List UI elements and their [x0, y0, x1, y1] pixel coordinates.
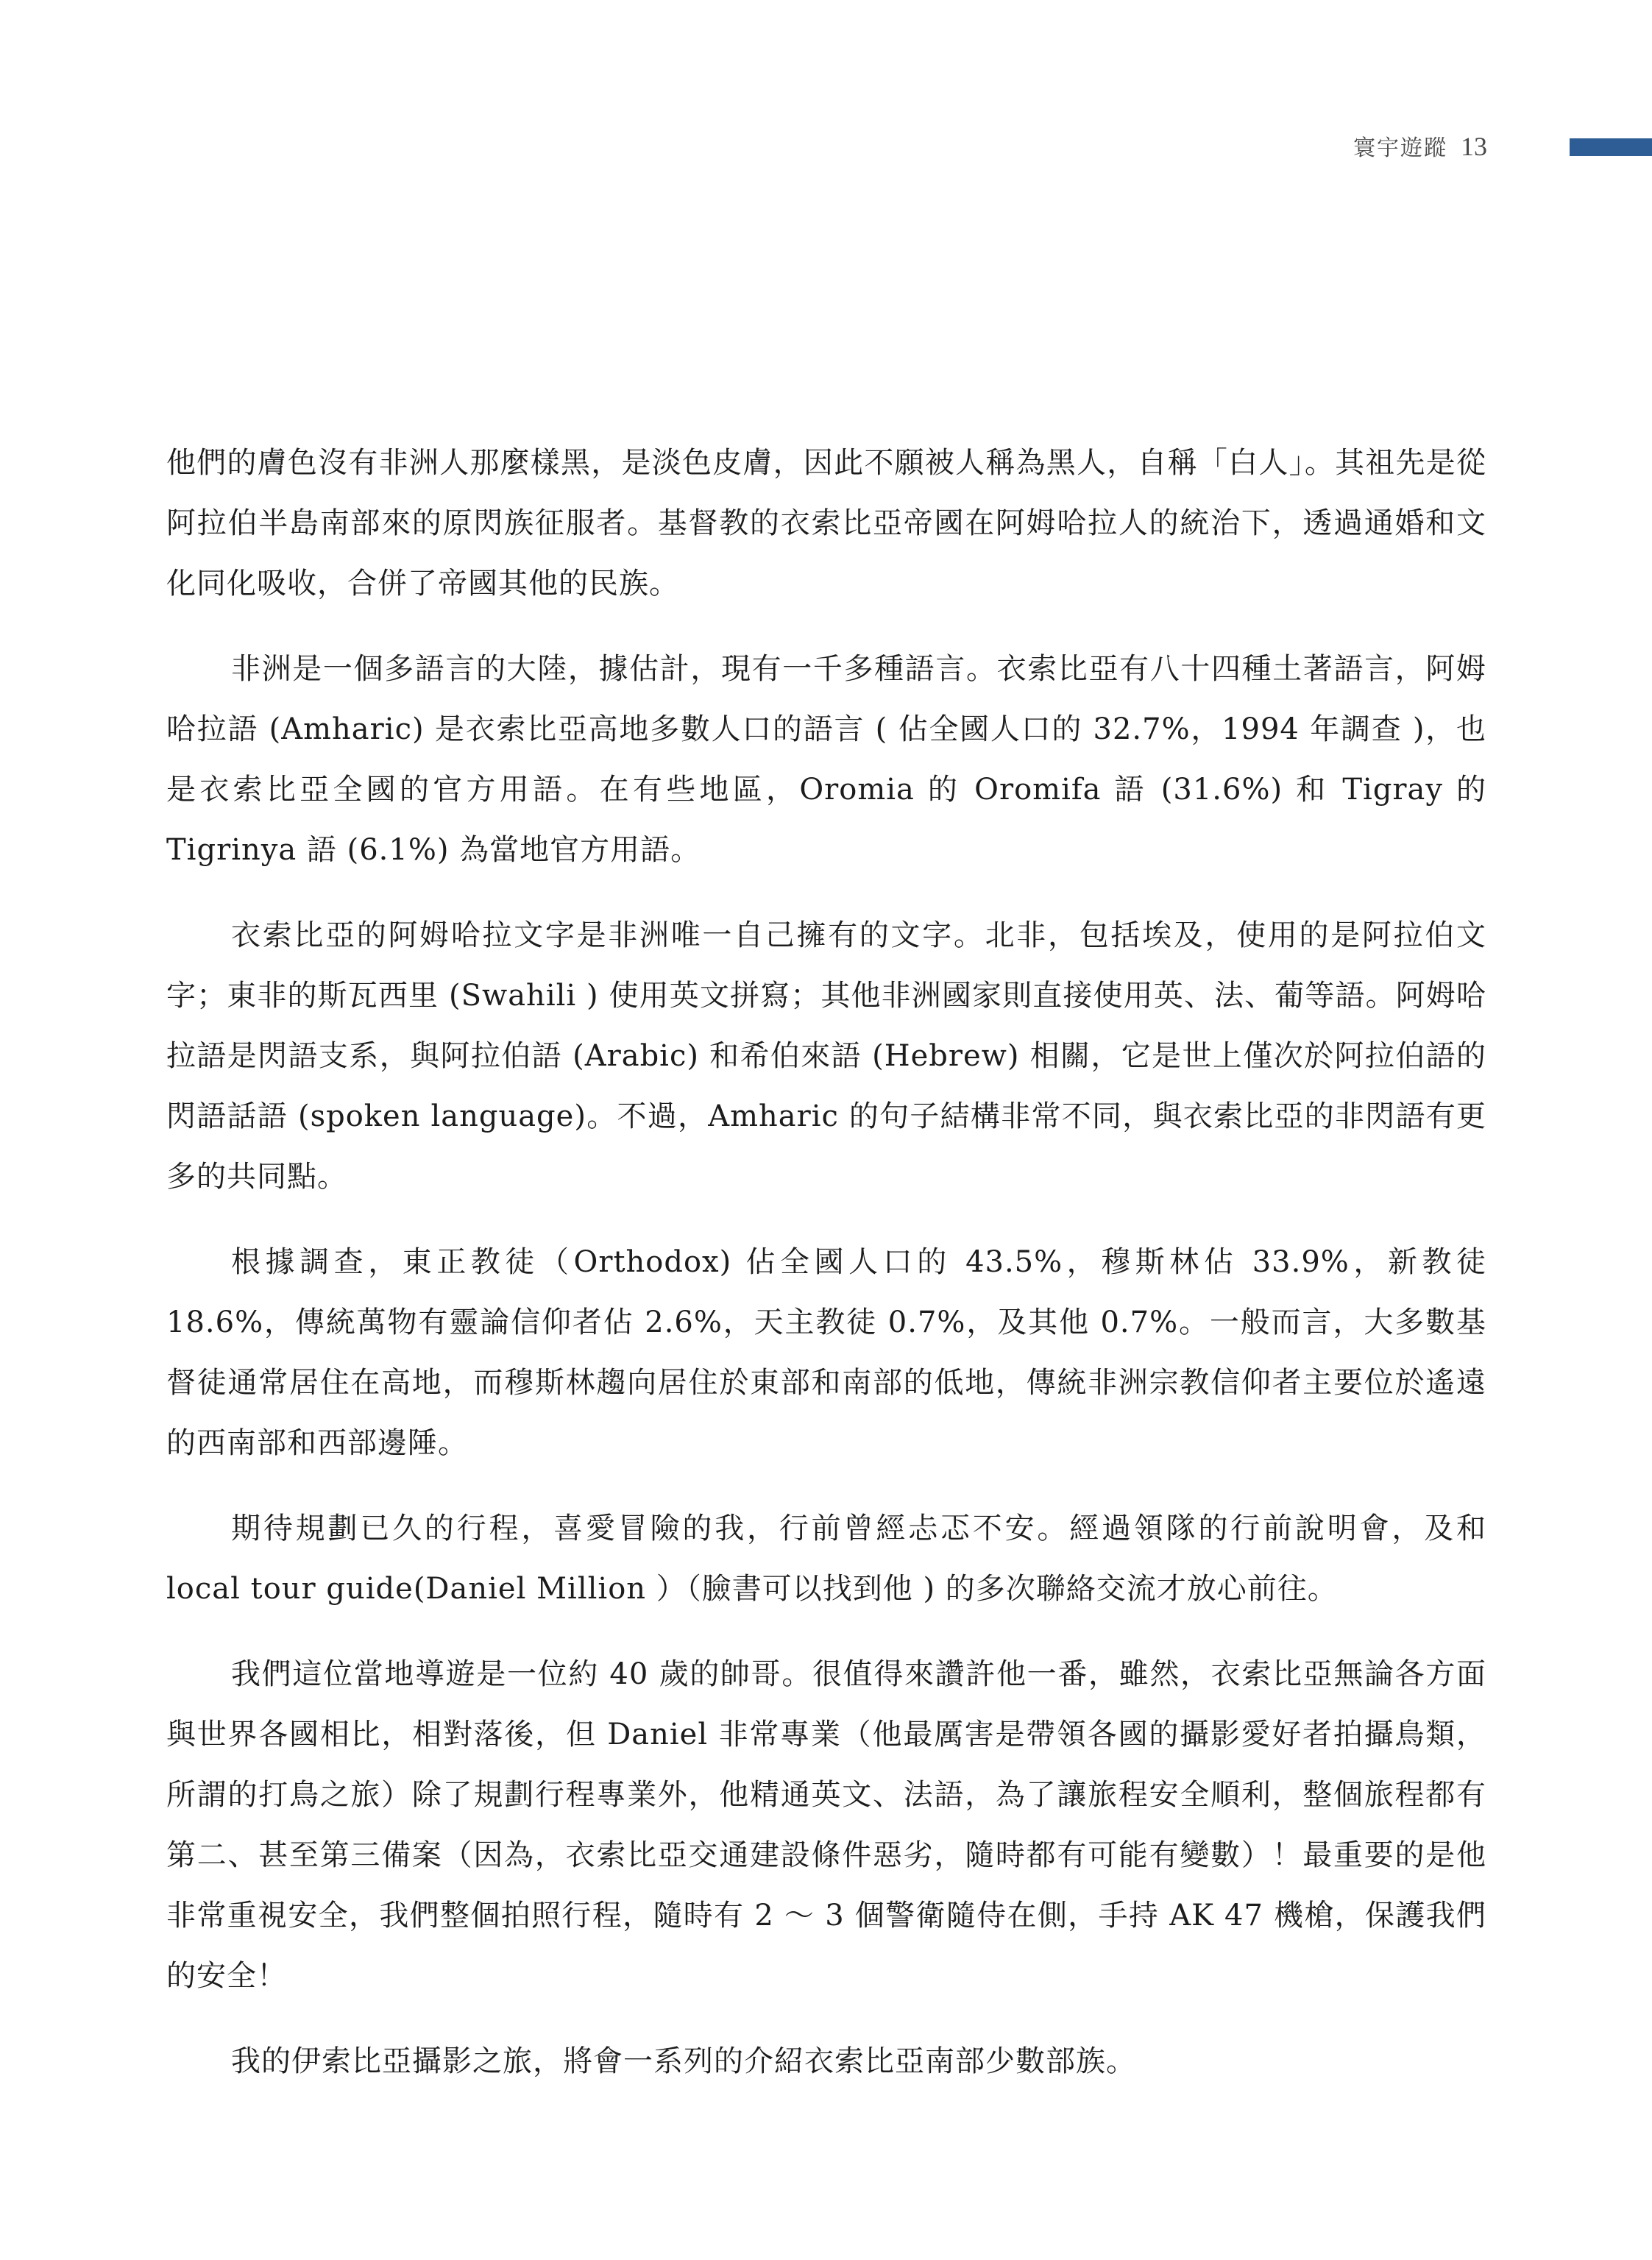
header-accent-bar [1570, 138, 1652, 156]
paragraph: 非洲是一個多語言的大陸，據估計，現有一千多種語言。衣索比亞有八十四種土著語言，阿姆哈拉語 (Amharic) 是衣索比亞高地多數人口的語言 ( 佔全國人口的 32.7%，1994 年調查 )，也是衣索比亞全國的官方用語。在有些地區，Oromia 的 Oromifa 語 (31.6%) 和 Tigray 的 Tigrinya 語 (6.1%) 為當地官方用語。 [166, 652, 1486, 867]
paragraph: 期待規劃已久的行程，喜愛冒險的我，行前曾經忐忑不安。經過領隊的行前說明會，及和 local tour guide(Daniel Million ）（臉書可以找到他 ) 的多次聯絡交流才放心前往。 [166, 1512, 1486, 1606]
paragraph: 衣索比亞的阿姆哈拉文字是非洲唯一自己擁有的文字。北非，包括埃及，使用的是阿拉伯文字；東非的斯瓦西里 (Swahili ) 使用英文拼寫；其他非洲國家則直接使用英、法、葡等語。阿姆哈拉語是閃語支系，與阿拉伯語 (Arabic) 和希伯來語 (Hebrew) 相關，它是世上僅次於阿拉伯語的閃語話語 (spoken language)。不過，Amharic 的句子結構非常不同，與衣索比亞的非閃語有更多的共同點。 [166, 918, 1486, 1194]
paragraph: 根據調查，東正教徒（Orthodox) 佔全國人口的 43.5%，穆斯林佔 33.9%，新教徒 18.6%，傳統萬物有靈論信仰者佔 2.6%，天主教徒 0.7%，及其他 0.7%。一般而言，大多數基督徒通常居住在高地，而穆斯林趨向居住於東部和南部的低地，傳統非洲宗教信仰者主要位於遙遠的西南部和西部邊陲。 [166, 1245, 1486, 1460]
paragraph: 我們這位當地導遊是一位約 40 歲的帥哥。很值得來讚許他一番，雖然，衣索比亞無論各方面與世界各國相比，相對落後，但 Daniel 非常專業（他最厲害是帶領各國的攝影愛好者拍攝鳥類，所謂的打鳥之旅）除了規劃行程專業外，他精通英文、法語，為了讓旅程安全順利，整個旅程都有第二、甚至第三備案（因為，衣索比亞交通建設條件惡劣，隨時都有可能有變數）！最重要的是他非常重視安全，我們整個拍照行程，隨時有 2 ～ 3 個警衛隨侍在側，手持 AK 47 機槍，保護我們的安全！ [166, 1657, 1486, 1993]
article-body [166, 433, 1486, 2116]
paragraph: 他們的膚色沒有非洲人那麼樣黑，是淡色皮膚，因此不願被人稱為黑人，自稱「白人」。其祖先是從阿拉伯半島南部來的原閃族征服者。基督教的衣索比亞帝國在阿姆哈拉人的統治下，透過通婚和文化同化吸收，合併了帝國其他的民族。 [166, 446, 1486, 601]
paragraph: 我的伊索比亞攝影之旅，將會一系列的介紹衣索比亞南部少數部族。 [231, 2044, 1136, 2078]
page-number: 13 [1461, 132, 1487, 161]
section-title: 寰宇遊蹤 [1353, 135, 1447, 161]
running-header [1353, 130, 1487, 162]
